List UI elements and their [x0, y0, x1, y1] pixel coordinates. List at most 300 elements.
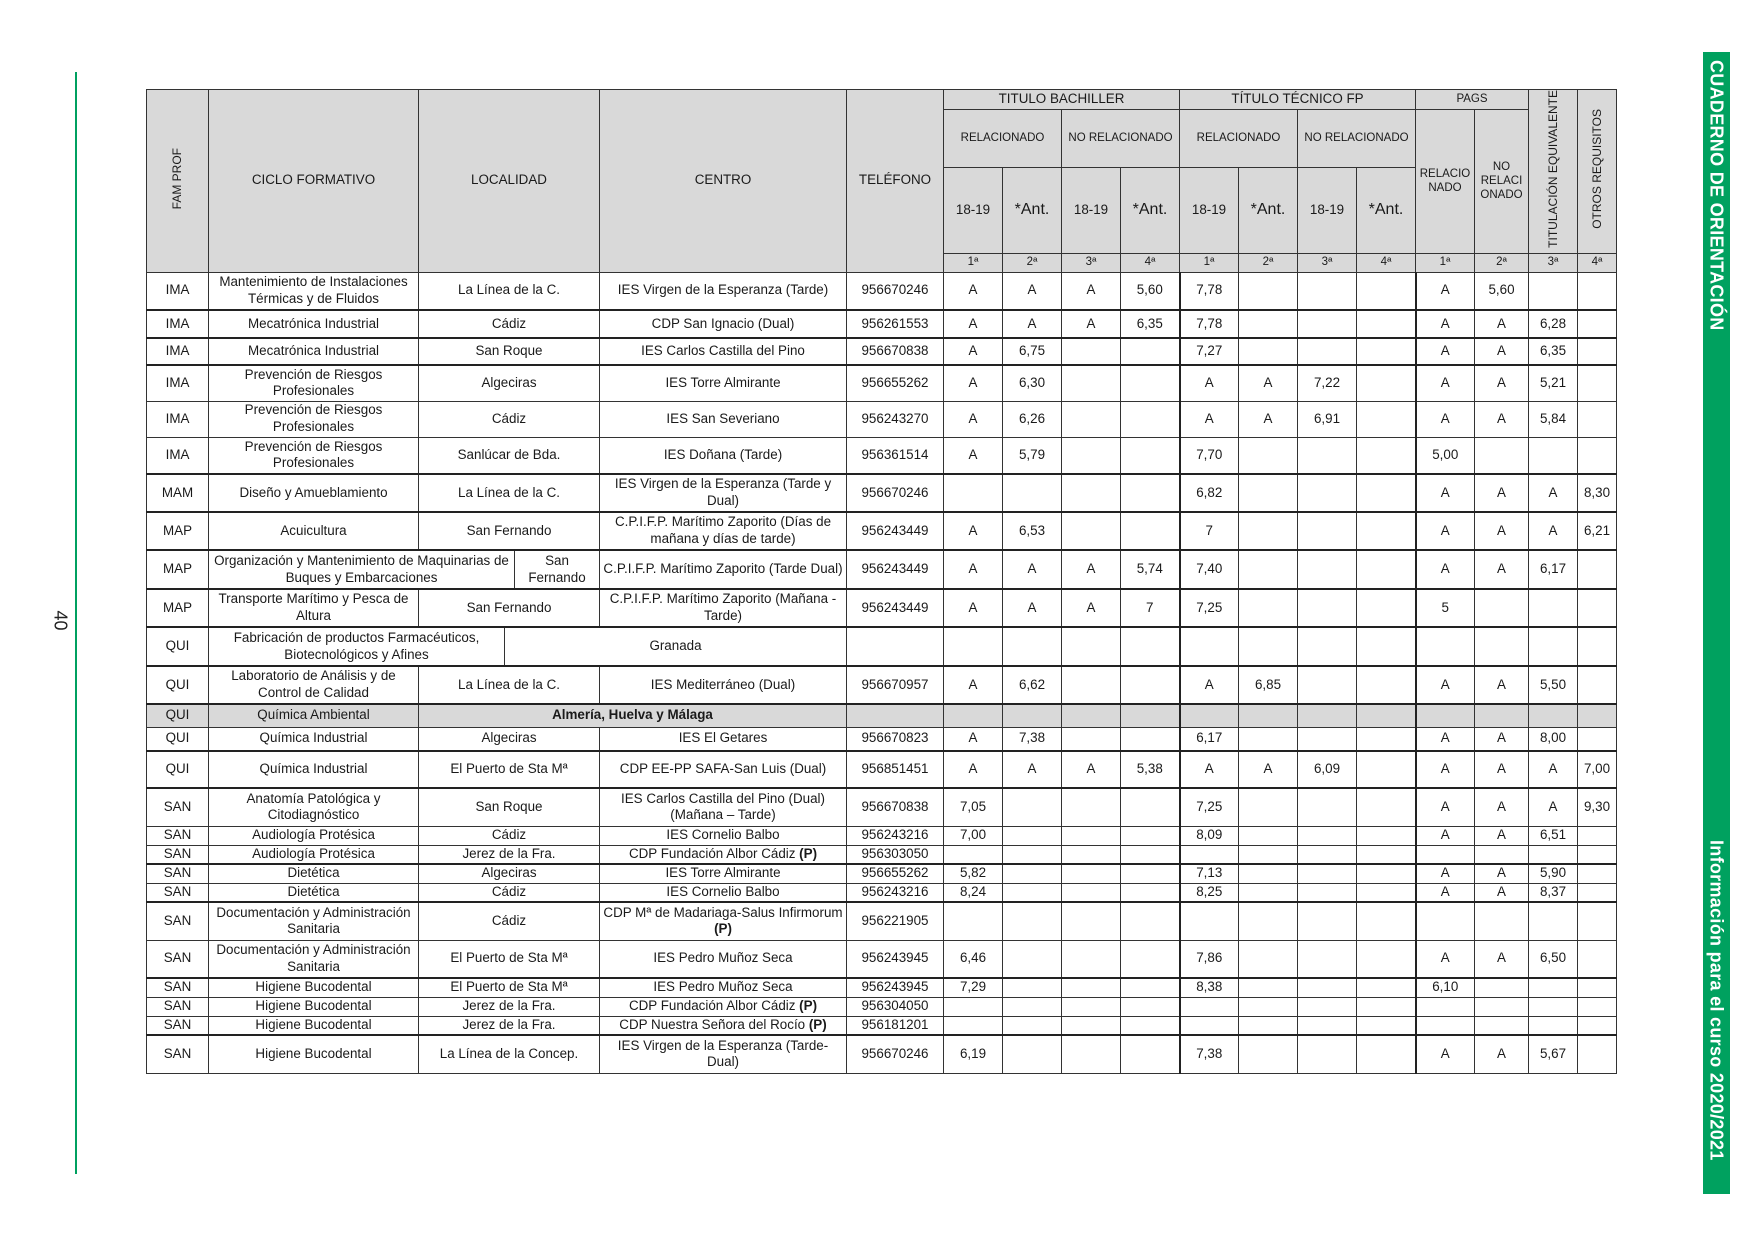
value-cell: [1239, 997, 1298, 1016]
value-cell: 5,60: [1475, 272, 1529, 310]
value-cell: 5,67: [1529, 1035, 1578, 1073]
telefono-cell: 956181201: [847, 1016, 944, 1035]
telefono-cell: 956243945: [847, 978, 944, 997]
value-cell: 7,86: [1180, 940, 1239, 978]
fam-prof-cell: IMA: [147, 310, 209, 338]
value-cell: [1003, 978, 1062, 997]
value-cell: 7,78: [1180, 310, 1239, 338]
table-row: [147, 883, 1617, 902]
value-cell: [1529, 589, 1578, 627]
value-cell: [1121, 512, 1180, 550]
value-cell: [1357, 627, 1416, 666]
value-cell: [1121, 365, 1180, 401]
table-row: [147, 589, 1617, 627]
centro-cell: [600, 550, 847, 589]
value-cell: 5: [1416, 589, 1475, 627]
value-cell: A: [1239, 401, 1298, 437]
value-cell: A: [1529, 751, 1578, 788]
value-cell: [1062, 864, 1121, 883]
value-cell: A: [944, 401, 1003, 437]
value-cell: [1180, 997, 1239, 1016]
telefono-cell: 956361514: [847, 437, 944, 474]
fam-prof-cell: SAN: [147, 845, 209, 864]
ciclo-cell: Higiene Bucodental: [209, 978, 419, 997]
value-cell: [1357, 437, 1416, 474]
fam-prof-cell: SAN: [147, 788, 209, 826]
header-ordinal: 4ª: [1578, 253, 1617, 272]
value-cell: [1003, 788, 1062, 826]
centro-cell: [600, 997, 847, 1016]
ciclo-cell: Audiología Protésica: [209, 826, 419, 845]
value-cell: 5,79: [1003, 437, 1062, 474]
value-cell: 7,40: [1180, 550, 1239, 589]
value-cell: [1578, 826, 1617, 845]
centro-private-mark: (P): [799, 845, 818, 861]
value-cell: A: [1529, 512, 1578, 550]
value-cell: [1416, 845, 1475, 864]
value-cell: [1357, 704, 1416, 727]
value-cell: 6,17: [1180, 727, 1239, 751]
table-row: [147, 997, 1617, 1016]
value-cell: [1239, 826, 1298, 845]
value-cell: [1298, 1016, 1357, 1035]
header-centro: CENTRO: [600, 90, 847, 273]
value-cell: 6,91: [1298, 401, 1357, 437]
value-cell: [1003, 845, 1062, 864]
value-cell: [1180, 1016, 1239, 1035]
value-cell: [1062, 826, 1121, 845]
value-cell: [1003, 902, 1062, 940]
value-cell: 6,85: [1239, 666, 1298, 704]
value-cell: A: [1416, 401, 1475, 437]
fam-prof-cell: SAN: [147, 864, 209, 883]
value-cell: [1062, 437, 1121, 474]
value-cell: [1357, 401, 1416, 437]
table-row: [147, 1035, 1617, 1073]
value-cell: 6,35: [1121, 310, 1180, 338]
value-cell: A: [1475, 401, 1529, 437]
value-cell: [1298, 512, 1357, 550]
value-cell: [1121, 845, 1180, 864]
value-cell: [1121, 437, 1180, 474]
value-cell: [1180, 704, 1239, 727]
value-cell: [1298, 978, 1357, 997]
localidad-cell: San Fernando: [419, 589, 600, 627]
value-cell: [1529, 845, 1578, 864]
value-cell: A: [1475, 512, 1529, 550]
value-cell: [1121, 704, 1180, 727]
value-cell: [1062, 902, 1121, 940]
header-ordinal: 1ª: [944, 253, 1003, 272]
table-row: [147, 1016, 1617, 1035]
value-cell: [1239, 978, 1298, 997]
value-cell: A: [1062, 550, 1121, 589]
value-cell: A: [1529, 788, 1578, 826]
centro-name: CDP EE-PP SAFA-San Luis (Dual): [619, 761, 827, 777]
centro-name: IES Torre Almirante: [665, 865, 781, 881]
value-cell: [1529, 1016, 1578, 1035]
value-cell: A: [1475, 864, 1529, 883]
value-cell: 6,09: [1298, 751, 1357, 788]
centro-cell: [600, 310, 847, 338]
value-cell: A: [1062, 272, 1121, 310]
value-cell: 6,51: [1529, 826, 1578, 845]
value-cell: [944, 845, 1003, 864]
table-row: [147, 512, 1617, 550]
value-cell: A: [1475, 1035, 1529, 1073]
telefono-cell: 956243216: [847, 826, 944, 845]
value-cell: A: [1239, 751, 1298, 788]
header-ordinal: 2ª: [1475, 253, 1529, 272]
value-cell: [1239, 902, 1298, 940]
centro-cell: [600, 437, 847, 474]
value-cell: [1298, 864, 1357, 883]
value-cell: [1529, 997, 1578, 1016]
value-cell: A: [1475, 940, 1529, 978]
telefono-cell: 956670246: [847, 474, 944, 512]
value-cell: [1239, 1016, 1298, 1035]
fam-prof-cell: SAN: [147, 940, 209, 978]
side-banner-title: CUADERNO DE ORIENTACIÓN: [1706, 60, 1727, 331]
value-cell: [1298, 589, 1357, 627]
value-cell: [1062, 1016, 1121, 1035]
value-cell: 7,78: [1180, 272, 1239, 310]
value-cell: [1578, 845, 1617, 864]
fam-prof-cell: SAN: [147, 997, 209, 1016]
value-cell: 7,25: [1180, 589, 1239, 627]
centro-cell: [600, 826, 847, 845]
centro-name: IES Carlos Castilla del Pino (Dual) (Mañana – Tarde): [621, 790, 825, 823]
value-cell: [1298, 845, 1357, 864]
value-cell: [1062, 978, 1121, 997]
value-cell: [1062, 1035, 1121, 1073]
value-cell: [1357, 826, 1416, 845]
ciclo-localidad-cell: [209, 627, 847, 666]
centro-name: IES Virgen de la Esperanza (Tarde-Dual): [617, 1037, 829, 1070]
fam-prof-cell: IMA: [147, 365, 209, 401]
value-cell: [1062, 997, 1121, 1016]
value-cell: [1121, 1035, 1180, 1073]
value-cell: [1062, 474, 1121, 512]
table-row: [147, 704, 1617, 727]
value-cell: A: [1003, 310, 1062, 338]
telefono-cell: 956655262: [847, 365, 944, 401]
telefono-cell: 956670838: [847, 788, 944, 826]
telefono-cell: [847, 704, 944, 727]
value-cell: 5,74: [1121, 550, 1180, 589]
centro-name: IES Mediterráneo (Dual): [650, 676, 796, 692]
value-cell: [1239, 845, 1298, 864]
value-cell: [1578, 401, 1617, 437]
header-ordinal: 4ª: [1121, 253, 1180, 272]
table-row: [147, 902, 1617, 940]
value-cell: 7,38: [1180, 1035, 1239, 1073]
value-cell: A: [944, 751, 1003, 788]
value-cell: [1298, 550, 1357, 589]
value-cell: 5,90: [1529, 864, 1578, 883]
value-cell: A: [1475, 310, 1529, 338]
table-row: [147, 310, 1617, 338]
header-ordinal: 2ª: [1003, 253, 1062, 272]
table-row: [147, 940, 1617, 978]
centro-name: IES Pedro Muñoz Seca: [653, 979, 793, 995]
value-cell: [1062, 788, 1121, 826]
value-cell: [1475, 704, 1529, 727]
value-cell: [944, 1016, 1003, 1035]
value-cell: [1298, 1035, 1357, 1073]
value-cell: 8,25: [1180, 883, 1239, 902]
fam-prof-cell: SAN: [147, 826, 209, 845]
centro-cell: [600, 474, 847, 512]
value-cell: [1578, 627, 1617, 666]
value-cell: A: [1416, 666, 1475, 704]
value-cell: [1062, 627, 1121, 666]
value-cell: [1239, 788, 1298, 826]
ciclo-cell: Dietética: [209, 864, 419, 883]
telefono-cell: 956670246: [847, 1035, 944, 1073]
value-cell: A: [1475, 751, 1529, 788]
value-cell: [1298, 437, 1357, 474]
header-ant: *Ant.: [1239, 167, 1298, 253]
value-cell: [1003, 1016, 1062, 1035]
localidad-cell: Algeciras: [419, 727, 600, 751]
value-cell: A: [1416, 826, 1475, 845]
value-cell: [1357, 940, 1416, 978]
fam-prof-cell: MAM: [147, 474, 209, 512]
telefono-cell: 956261553: [847, 310, 944, 338]
value-cell: 6,82: [1180, 474, 1239, 512]
value-cell: [1578, 365, 1617, 401]
table-row: [147, 826, 1617, 845]
value-cell: [1180, 902, 1239, 940]
localidad-cell: San Fernando: [514, 551, 599, 588]
value-cell: A: [944, 272, 1003, 310]
value-cell: [944, 997, 1003, 1016]
value-cell: [1121, 401, 1180, 437]
ciclo-cell: Laboratorio de Análisis y de Control de Calidad: [209, 666, 419, 704]
value-cell: A: [1416, 864, 1475, 883]
value-cell: [1062, 845, 1121, 864]
value-cell: 6,50: [1529, 940, 1578, 978]
value-cell: [1003, 704, 1062, 727]
value-cell: [1357, 1016, 1416, 1035]
value-cell: [1121, 1016, 1180, 1035]
value-cell: 7,13: [1180, 864, 1239, 883]
value-cell: [1475, 978, 1529, 997]
table-row: [147, 788, 1617, 826]
value-cell: 5,84: [1529, 401, 1578, 437]
localidad-cell: La Línea de la Concep.: [419, 1035, 600, 1073]
value-cell: [1578, 310, 1617, 338]
value-cell: [1003, 1035, 1062, 1073]
value-cell: [1121, 788, 1180, 826]
value-cell: [944, 474, 1003, 512]
centro-cell: [600, 788, 847, 826]
localidad-cell: Sanlúcar de Bda.: [419, 437, 600, 474]
table-row: [147, 474, 1617, 512]
header-ordinal: 2ª: [1239, 253, 1298, 272]
ciclo-cell: Diseño y Amueblamiento: [209, 474, 419, 512]
value-cell: [944, 627, 1003, 666]
centro-cell: [600, 1016, 847, 1035]
ciclo-cell: Química Industrial: [209, 751, 419, 788]
value-cell: [1239, 474, 1298, 512]
value-cell: [1529, 704, 1578, 727]
header-ordinal: 4ª: [1357, 253, 1416, 272]
value-cell: A: [1062, 310, 1121, 338]
value-cell: [1062, 727, 1121, 751]
value-cell: [1239, 1035, 1298, 1073]
localidad-cell: La Línea de la C.: [419, 474, 600, 512]
value-cell: [1062, 338, 1121, 365]
value-cell: [1357, 365, 1416, 401]
value-cell: 7,27: [1180, 338, 1239, 365]
value-cell: [1239, 437, 1298, 474]
value-cell: A: [1529, 474, 1578, 512]
value-cell: 7,00: [944, 826, 1003, 845]
value-cell: [1062, 512, 1121, 550]
telefono-cell: 956670246: [847, 272, 944, 310]
value-cell: [1003, 883, 1062, 902]
value-cell: A: [1475, 883, 1529, 902]
telefono-cell: 956243270: [847, 401, 944, 437]
value-cell: [1529, 902, 1578, 940]
telefono-cell: 956851451: [847, 751, 944, 788]
header-pags-relacionado: RELACIO NADO: [1416, 110, 1475, 254]
localidad-cell: Cádiz: [419, 401, 600, 437]
value-cell: [1298, 997, 1357, 1016]
value-cell: 5,50: [1529, 666, 1578, 704]
centro-name: IES El Getares: [678, 730, 768, 746]
ciclo-cell: Mantenimiento de Instalaciones Térmicas y de Fluidos: [209, 272, 419, 310]
fam-prof-cell: IMA: [147, 437, 209, 474]
value-cell: [1578, 902, 1617, 940]
centro-cell: [600, 902, 847, 940]
centro-cell: [600, 401, 847, 437]
value-cell: A: [1416, 338, 1475, 365]
fam-prof-cell: QUI: [147, 666, 209, 704]
value-cell: [1475, 845, 1529, 864]
value-cell: 8,09: [1180, 826, 1239, 845]
value-cell: [1357, 474, 1416, 512]
value-cell: [1298, 940, 1357, 978]
centro-name: IES Torre Almirante: [665, 374, 781, 390]
header-titulo-bachiller: TITULO BACHILLER: [944, 90, 1180, 110]
value-cell: [1239, 272, 1298, 310]
value-cell: A: [1416, 883, 1475, 902]
value-cell: [1416, 627, 1475, 666]
value-cell: [1475, 627, 1529, 666]
header-pags-no-relacionado: NO RELACI ONADO: [1475, 110, 1529, 254]
value-cell: A: [944, 310, 1003, 338]
ciclo-cell: Prevención de Riesgos Profesionales: [209, 437, 419, 474]
centro-private-mark: (P): [808, 1016, 827, 1032]
ciclo-cell: Prevención de Riesgos Profesionales: [209, 365, 419, 401]
ciclo-cell: Fabricación de productos Farmacéuticos, Biotecnológicos y Afines: [233, 629, 480, 662]
value-cell: [1357, 997, 1416, 1016]
value-cell: 5,38: [1121, 751, 1180, 788]
telefono-cell: 956221905: [847, 902, 944, 940]
value-cell: A: [1062, 589, 1121, 627]
fam-prof-cell: SAN: [147, 1035, 209, 1073]
value-cell: A: [1475, 666, 1529, 704]
table-row: [147, 272, 1617, 310]
value-cell: 6,75: [1003, 338, 1062, 365]
header-fam-prof: FAM PROF: [147, 90, 209, 273]
value-cell: A: [1003, 589, 1062, 627]
centro-cell: [600, 883, 847, 902]
value-cell: [1416, 997, 1475, 1016]
table-row: [147, 550, 1617, 589]
localidad-cell: El Puerto de Sta Mª: [419, 940, 600, 978]
value-cell: [944, 902, 1003, 940]
ciclo-cell: Organización y Mantenimiento de Maquinarias de Buques y Embarcaciones: [214, 552, 509, 585]
table-row: [147, 751, 1617, 788]
header-ordinal: 1ª: [1180, 253, 1239, 272]
value-cell: A: [1416, 1035, 1475, 1073]
value-cell: 8,38: [1180, 978, 1239, 997]
fam-prof-cell: MAP: [147, 589, 209, 627]
centro-name: IES Virgen de la Esperanza (Tarde y Dual): [614, 476, 832, 509]
fam-prof-cell: IMA: [147, 401, 209, 437]
value-cell: [1475, 589, 1529, 627]
ciclo-cell: Higiene Bucodental: [209, 1035, 419, 1073]
ciclos-table: [146, 89, 1617, 1074]
value-cell: [1357, 1035, 1416, 1073]
value-cell: [1357, 883, 1416, 902]
value-cell: [1121, 666, 1180, 704]
centro-name: CDP Fundación Albor Cádiz: [628, 998, 796, 1014]
telefono-cell: 956243449: [847, 512, 944, 550]
value-cell: [1239, 627, 1298, 666]
value-cell: [1121, 997, 1180, 1016]
ciclo-cell: Audiología Protésica: [209, 845, 419, 864]
value-cell: [1529, 978, 1578, 997]
value-cell: [1062, 365, 1121, 401]
value-cell: [1298, 272, 1357, 310]
value-cell: [1416, 1016, 1475, 1035]
value-cell: 6,26: [1003, 401, 1062, 437]
value-cell: A: [1475, 727, 1529, 751]
ciclo-cell: Mecatrónica Industrial: [209, 338, 419, 365]
header-fp-no-relacionado: NO RELACIONADO: [1298, 110, 1416, 168]
header-titulo-tecnico: TÍTULO TÉCNICO FP: [1180, 90, 1416, 110]
value-cell: A: [1003, 550, 1062, 589]
value-cell: [1121, 883, 1180, 902]
ciclo-cell: Documentación y Administración Sanitaria: [209, 902, 419, 940]
value-cell: [1121, 864, 1180, 883]
value-cell: [1578, 997, 1617, 1016]
header-ant: *Ant.: [1003, 167, 1062, 253]
value-cell: A: [1062, 751, 1121, 788]
header-year: 18-19: [944, 167, 1003, 253]
value-cell: 6,35: [1529, 338, 1578, 365]
value-cell: A: [944, 437, 1003, 474]
value-cell: [1062, 666, 1121, 704]
value-cell: [1239, 864, 1298, 883]
value-cell: 7,22: [1298, 365, 1357, 401]
value-cell: [1357, 864, 1416, 883]
centro-name: CDP Nuestra Señora del Rocío: [619, 1016, 806, 1032]
value-cell: [1475, 437, 1529, 474]
telefono-cell: 956670823: [847, 727, 944, 751]
fam-prof-cell: IMA: [147, 338, 209, 365]
value-cell: A: [1416, 365, 1475, 401]
header-ant: *Ant.: [1121, 167, 1180, 253]
value-cell: 7: [1180, 512, 1239, 550]
value-cell: [1298, 627, 1357, 666]
fam-prof-cell: SAN: [147, 883, 209, 902]
